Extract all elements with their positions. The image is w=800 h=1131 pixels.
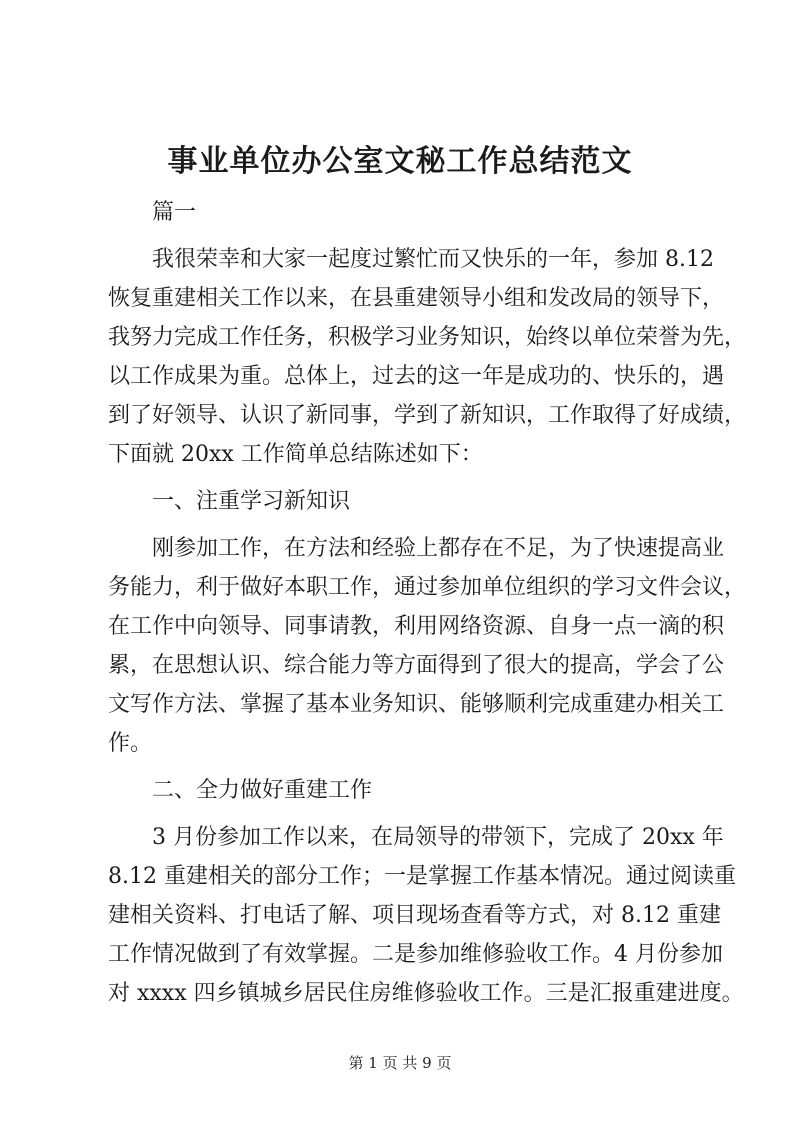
- paragraph-line: 以工作成果为重。总体上，过去的这一年是成功的、快乐的，遇: [108, 364, 725, 389]
- paragraph-line: 到了好领导、认识了新同事，学到了新知识，工作取得了好成绩，: [108, 403, 747, 428]
- paragraph-line: 在工作中向领导、同事请教，利用网络资源、自身一点一滴的积: [108, 614, 725, 639]
- paragraph-line: 下面就 20xx 工作简单总结陈述如下：: [108, 442, 483, 467]
- paragraph-line: 我很荣幸和大家一起度过繁忙而又快乐的一年，参加 8.12: [152, 247, 714, 272]
- section-heading: 篇一: [152, 200, 197, 225]
- document-body: [108, 193, 747, 1013]
- section-heading: 一、注重学习新知识: [152, 489, 351, 514]
- paragraph-line: 务能力，利于做好本职工作，通过参加单位组织的学习文件会议，: [108, 575, 747, 600]
- document-title: 事业单位办公室文秘工作总结范文: [167, 144, 633, 179]
- paragraph-line: 工作情况做到了有效掌握。二是参加维修验收工作。4 月份参加: [108, 942, 723, 967]
- page-number: 第 1 页 共 9 页: [348, 1054, 452, 1072]
- paragraph-line: 恢复重建相关工作以来，在县重建领导小组和发改局的领导下，: [108, 286, 725, 311]
- paragraph-line: 建相关资料、打电话了解、项目现场查看等方式，对 8.12 重建: [108, 903, 721, 928]
- paragraph-line: 文写作方法、掌握了基本业务知识、能够顺利完成重建办相关工: [108, 692, 725, 717]
- paragraph-line: 8.12 重建相关的部分工作；一是掌握工作基本情况。通过阅读重: [108, 864, 736, 889]
- paragraph-line: 对 xxxx 四乡镇城乡居民住房维修验收工作。三是汇报重建进度。: [108, 981, 744, 1006]
- paragraph-line: 我努力完成工作任务，积极学习业务知识，始终以单位荣誉为先，: [108, 325, 747, 350]
- paragraph-line: 刚参加工作，在方法和经验上都存在不足，为了快速提高业: [152, 536, 725, 561]
- paragraph-line: 累，在思想认识、综合能力等方面得到了很大的提高，学会了公: [108, 653, 725, 678]
- section-heading: 二、全力做好重建工作: [152, 778, 373, 803]
- paragraph-line: 作。: [108, 731, 153, 756]
- paragraph-line: 3 月份参加工作以来，在局领导的带领下，完成了 20xx 年: [152, 825, 724, 850]
